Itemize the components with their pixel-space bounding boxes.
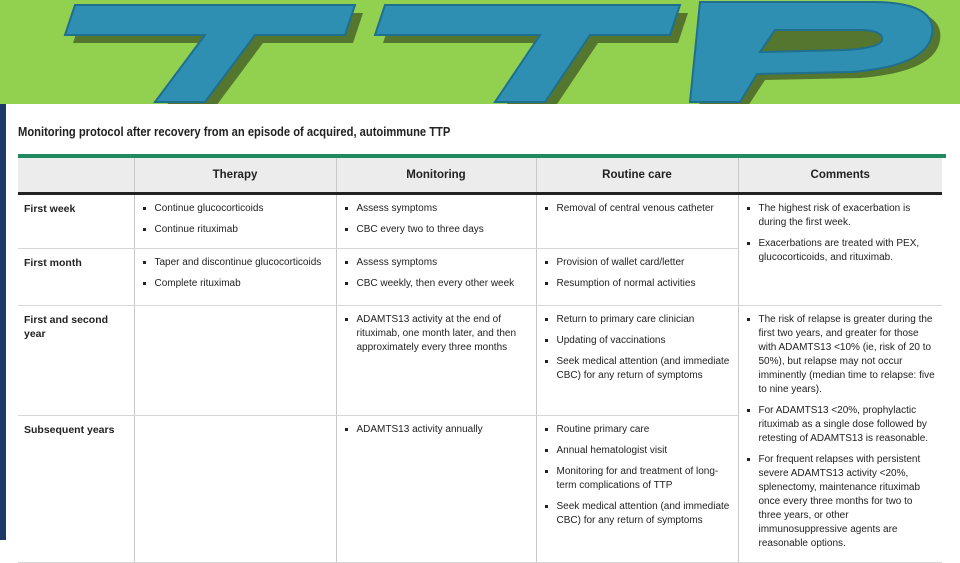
comment-item: For ADAMTS13 <20%, prophylactic rituximab as a single dose followed by retesting of ADAMTS13 is reasonable. [757, 404, 937, 446]
period-cell: First and second year [18, 306, 134, 416]
comment-item: Exacerbations are treated with PEX, glucocorticoids, and rituximab. [757, 237, 937, 265]
routine-item: Resumption of normal activities [555, 277, 732, 291]
comment-list [745, 202, 937, 265]
therapy-cell [134, 416, 336, 563]
monitoring-item: CBC weekly, then every other week [355, 277, 530, 291]
monitoring-item: ADAMTS13 activity annually [355, 423, 530, 437]
period-cell: Subsequent years [18, 416, 134, 563]
comments-cell [738, 306, 942, 563]
header-blank [18, 158, 134, 194]
routine-care-cell [536, 249, 738, 306]
monitoring-cell [336, 194, 536, 249]
monitoring-cell [336, 249, 536, 306]
monitoring-item: Assess symptoms [355, 256, 530, 270]
monitoring-cell [336, 306, 536, 416]
monitoring-list [343, 202, 530, 237]
period-cell: First month [18, 249, 134, 306]
routine-item: Removal of central venous catheter [555, 202, 732, 216]
header-routine-care: Routine care [536, 158, 738, 194]
table-row [18, 306, 942, 416]
monitoring-list [343, 423, 530, 437]
routine-item: Seek medical attention (and immediate CBC) for any return of symptoms [555, 355, 732, 383]
left-accent-strip [0, 104, 6, 540]
therapy-cell [134, 249, 336, 306]
header-monitoring: Monitoring [336, 158, 536, 194]
therapy-item: Complete rituximab [153, 277, 330, 291]
routine-list [543, 256, 732, 291]
comment-item: The highest risk of exacerbation is during the first week. [757, 202, 937, 230]
routine-list [543, 423, 732, 528]
routine-item: Return to primary care clinician [555, 313, 732, 327]
routine-item: Annual hematologist visit [555, 444, 732, 458]
banner-lettering [0, 0, 960, 104]
therapy-list [141, 202, 330, 237]
document-title: Monitoring protocol after recovery from an episode of acquired, autoimmune TTP [18, 124, 451, 139]
routine-list [543, 313, 732, 383]
routine-list [543, 202, 732, 216]
routine-item: Routine primary care [555, 423, 732, 437]
monitoring-cell [336, 416, 536, 563]
letter-p-shape [690, 2, 932, 102]
monitoring-item: ADAMTS13 activity at the end of rituximab, one month later, and then approximately every three months [355, 313, 530, 355]
monitoring-list [343, 256, 530, 291]
header-therapy: Therapy [134, 158, 336, 194]
table-header-row [18, 158, 942, 194]
table-row [18, 194, 942, 249]
routine-item: Provision of wallet card/letter [555, 256, 732, 270]
routine-care-cell [536, 416, 738, 563]
comment-item: The risk of relapse is greater during the first two years, and greater for those with ADAMTS13 <10% (ie, risk of 20 to 50%), but relapse may not occur imminently (median time to relapse: five to nine years). [758, 314, 935, 395]
monitoring-protocol-table [18, 158, 942, 563]
letter-t-shape [65, 5, 355, 102]
period-cell: First week [18, 194, 134, 249]
title-banner [0, 0, 960, 104]
therapy-item: Taper and discontinue glucocorticoids [153, 256, 330, 270]
routine-care-cell [536, 194, 738, 249]
routine-item: Updating of vaccinations [555, 334, 732, 348]
letter-t-shape [375, 5, 680, 102]
comments-cell [738, 194, 942, 306]
monitoring-list [343, 313, 530, 355]
comment-item: For frequent relapses with persistent severe ADAMTS13 activity <20%, splenectomy, maintenance rituximab once every three months for two to three years, or other immunosuppressive agents are reasonable options. [757, 453, 937, 551]
routine-item: Seek medical attention (and immediate CBC) for any return of symptoms [555, 500, 732, 528]
routine-care-cell [536, 306, 738, 416]
header-comments: Comments [738, 158, 942, 194]
monitoring-item: CBC every two to three days [355, 223, 530, 237]
therapy-cell [134, 194, 336, 249]
comment-list [745, 313, 937, 551]
therapy-item: Continue glucocorticoids [153, 202, 330, 216]
monitoring-item: Assess symptoms [355, 202, 530, 216]
routine-item: Monitoring for and treatment of long-term complications of TTP [555, 465, 732, 493]
therapy-item: Continue rituximab [153, 223, 330, 237]
therapy-list [141, 256, 330, 291]
therapy-cell [134, 306, 336, 416]
